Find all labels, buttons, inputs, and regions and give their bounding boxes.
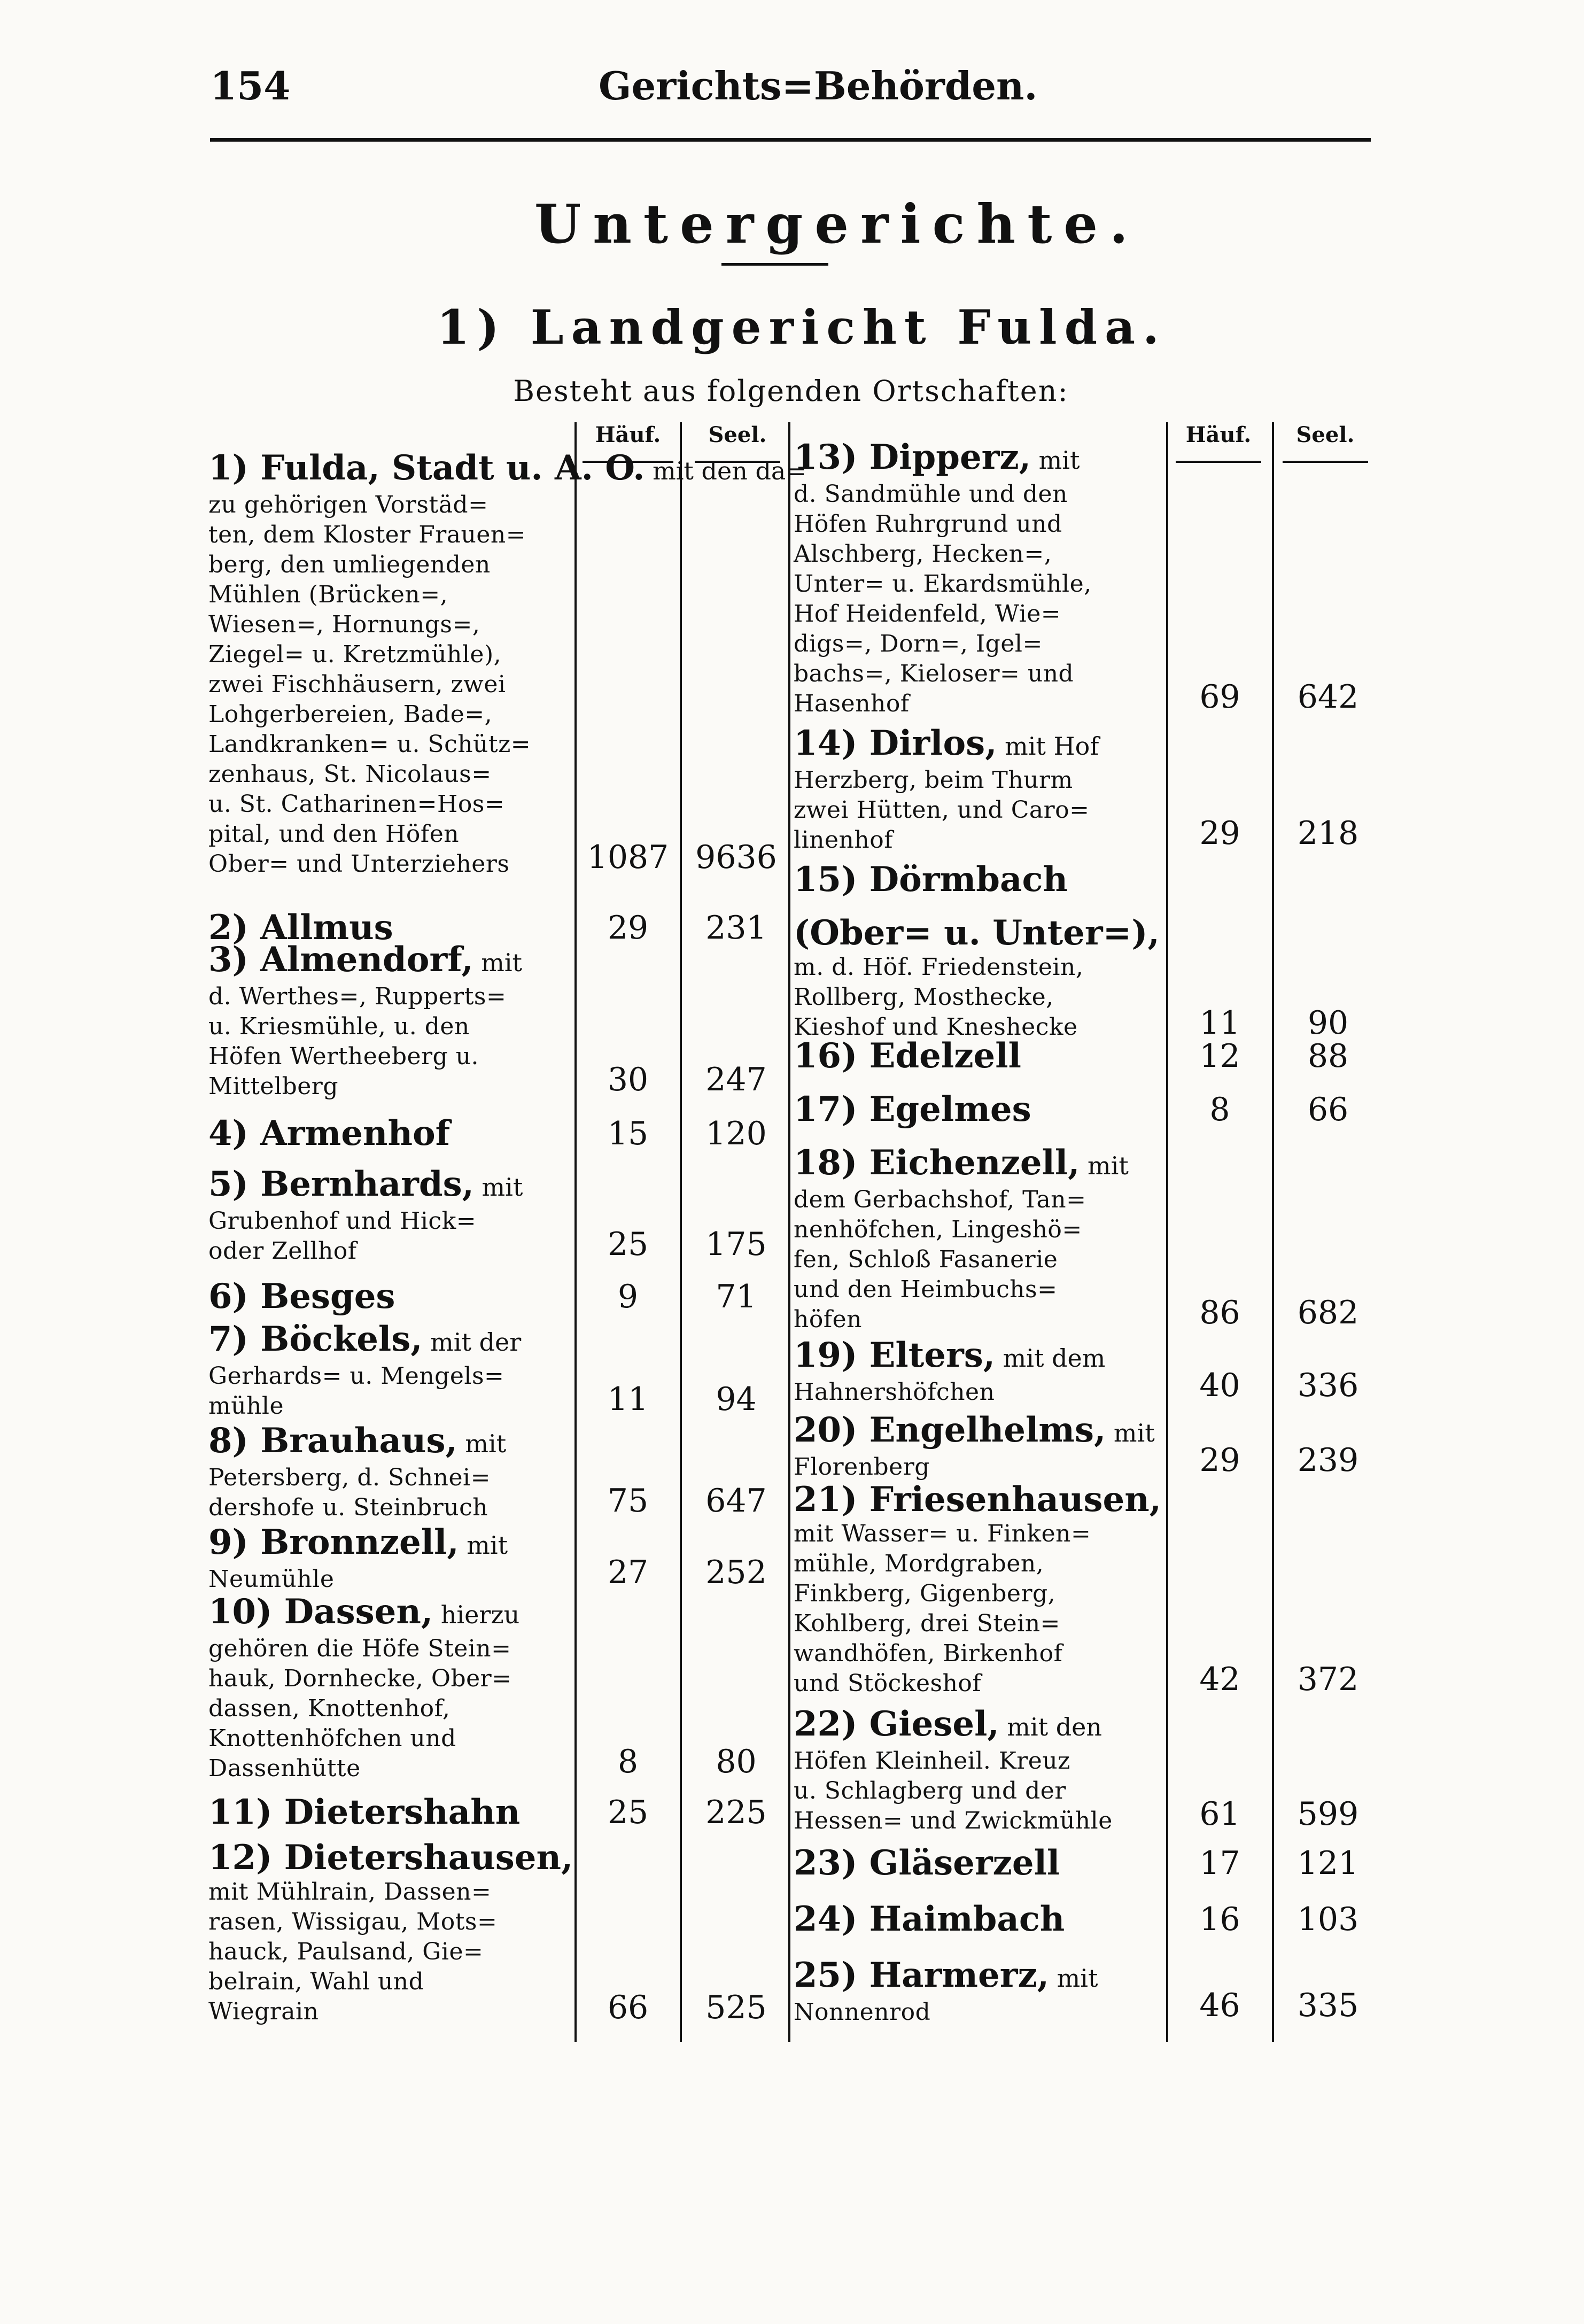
left-souls-value: 80 — [716, 1743, 757, 1780]
entry-description-line: zwei Hütten, und Caro= — [794, 796, 1090, 824]
entry-description-line: Knottenhöfchen und — [208, 1725, 456, 1752]
entry-description-line: Lohgerbereien, Bade=, — [208, 701, 493, 728]
entry-name-text: 9) Bronnzell, — [208, 1522, 459, 1562]
entry-description-line: dershofe u. Steinbruch — [208, 1494, 488, 1521]
entry-name-tail: mit — [457, 1429, 507, 1458]
entry-description-line: u. Kriesmühle, u. den — [208, 1013, 470, 1040]
souls-underline-right — [1283, 461, 1368, 463]
entry-description-line: Kohlberg, drei Stein= — [794, 1610, 1060, 1637]
entry-name-tail: mit Hof — [997, 732, 1099, 761]
entry-description-line: m. d. Höf. Friedenstein, — [794, 954, 1084, 981]
entry-name — [794, 1705, 1168, 1746]
entry-name-tail: mit — [473, 1173, 523, 1202]
entry-description-line: bachs=, Kieloser= und — [794, 660, 1074, 687]
entry-name-tail: mit — [1049, 1964, 1098, 1993]
right-houses-value: 16 — [1199, 1901, 1240, 1938]
right-entry — [794, 1336, 1168, 1407]
souls-header-left: Seel. — [708, 422, 767, 447]
right-entry — [794, 914, 1168, 1042]
entry-description-line: mühle, Mordgraben, — [794, 1550, 1044, 1577]
entry-description-line: Dassenhütte — [208, 1755, 361, 1782]
right-houses-value: 29 — [1199, 815, 1240, 852]
left-houses-value: 1087 — [587, 839, 669, 876]
entry-description-line: mühle — [208, 1392, 284, 1420]
left-entry — [208, 1839, 577, 2027]
entry-description-line: nenhöfchen, Lingeshö= — [794, 1216, 1082, 1243]
entry-description-line: zenhaus, St. Nicolaus= — [208, 761, 492, 788]
entry-name-text: 6) Besges — [208, 1276, 395, 1316]
entry-description-line: höfen — [794, 1306, 862, 1333]
left-souls-value: 120 — [705, 1115, 767, 1152]
left-houses-value: 27 — [607, 1554, 649, 1591]
left-houses-value: 15 — [607, 1115, 649, 1152]
left-houses-value: 29 — [607, 909, 649, 947]
entry-name-text: 7) Böckels, — [208, 1319, 423, 1359]
right-entry — [794, 438, 1168, 719]
header-rule — [210, 138, 1371, 142]
entry-description-line: Landkranken= u. Schütz= — [208, 731, 531, 758]
entry-name-tail: hierzu — [433, 1600, 520, 1629]
entry-name — [794, 1037, 1168, 1075]
right-souls-value: 336 — [1297, 1367, 1359, 1404]
entry-name — [794, 1900, 1168, 1939]
right-houses-value: 8 — [1209, 1091, 1230, 1128]
entry-name — [208, 1523, 577, 1564]
left-souls-value: 225 — [705, 1794, 767, 1831]
left-entry — [208, 1165, 577, 1266]
entry-name-text: 20) Engelhelms, — [794, 1410, 1106, 1450]
left-souls-value: 525 — [705, 1989, 767, 2026]
entry-name-text: 23) Gläserzell — [794, 1843, 1060, 1883]
page-number: 154 — [210, 63, 291, 109]
entry-description-line: Ziegel= u. Kretzmühle), — [208, 641, 502, 668]
entry-name-text: (Ober= u. Unter=), — [794, 913, 1160, 953]
entry-description-line: Ober= und Unterziehers — [208, 850, 510, 878]
right-souls-value: 682 — [1297, 1294, 1359, 1331]
entry-description-line: Wiegrain — [208, 1998, 319, 2025]
entry-description-line: Neumühle — [208, 1566, 335, 1593]
entry-name-text: 24) Haimbach — [794, 1899, 1065, 1939]
entry-name-tail: mit — [1106, 1419, 1155, 1447]
right-souls-value: 66 — [1307, 1091, 1349, 1128]
entry-name — [794, 1336, 1168, 1377]
houses-header-right: Häuf. — [1185, 422, 1252, 447]
entry-description-line: Hessen= und Zwickmühle — [794, 1807, 1113, 1834]
right-houses-value: 46 — [1199, 1987, 1240, 2024]
entry-description-line: rasen, Wissigau, Mots= — [208, 1908, 498, 1935]
left-houses-value: 8 — [617, 1743, 639, 1780]
entry-name — [208, 1114, 577, 1153]
entry-description-line: Florenberg — [794, 1453, 930, 1481]
entry-name-tail: mit — [1031, 446, 1080, 475]
right-houses-value: 61 — [1199, 1795, 1240, 1833]
right-souls-value: 121 — [1297, 1845, 1359, 1882]
entry-description-line: Rollberg, Mosthecke, — [794, 983, 1054, 1011]
right-souls-value: 218 — [1297, 815, 1359, 852]
right-houses-value: 12 — [1199, 1037, 1240, 1075]
entry-name-text: 3) Almendorf, — [208, 940, 473, 980]
entry-description-line: gehören die Höfe Stein= — [208, 1635, 511, 1662]
right-houses-value: 42 — [1199, 1661, 1240, 1698]
left-houses-value: 9 — [617, 1278, 639, 1315]
right-souls-value: 599 — [1297, 1795, 1359, 1833]
right-entry — [794, 1144, 1168, 1335]
left-entry — [208, 1114, 577, 1153]
entry-description-line: Grubenhof und Hick= — [208, 1207, 477, 1235]
entry-name-text: 15) Dörmbach — [794, 859, 1068, 900]
entry-name-text: 18) Eichenzell, — [794, 1143, 1080, 1183]
left-entry — [208, 1593, 577, 1784]
left-entry — [208, 1277, 577, 1316]
entry-name-tail: mit den — [999, 1713, 1102, 1741]
entry-description-line: d. Sandmühle und den — [794, 481, 1068, 508]
entry-description-line: Hahnershöfchen — [794, 1378, 995, 1406]
entry-description-line: fen, Schloß Fasanerie — [794, 1246, 1058, 1273]
entry-description-line: Hof Heidenfeld, Wie= — [794, 600, 1061, 628]
entry-description-line: hauck, Paulsand, Gie= — [208, 1938, 484, 1965]
heading-divider — [721, 263, 828, 266]
entry-description-line: und den Heimbuchs= — [794, 1276, 1058, 1303]
entry-name — [794, 1411, 1168, 1452]
entry-name-text: 8) Brauhaus, — [208, 1421, 457, 1461]
entry-name-text: 13) Dipperz, — [794, 437, 1031, 477]
rule-left-3 — [788, 422, 790, 2042]
entry-description-line: d. Werthes=, Rupperts= — [208, 983, 507, 1010]
court-title: 1) Landgericht Fulda. — [437, 299, 1167, 355]
left-houses-value: 66 — [607, 1989, 649, 2026]
entry-description-line: Kieshof und Kneshecke — [794, 1013, 1078, 1041]
entry-name — [208, 1839, 577, 1877]
entry-name — [208, 1422, 577, 1463]
entry-description-line: Gerhards= u. Mengels= — [208, 1362, 504, 1390]
left-entry — [208, 1422, 577, 1523]
entry-description-line: Petersberg, d. Schnei= — [208, 1464, 491, 1491]
entry-description-line: Nonnenrod — [794, 1998, 931, 2026]
entry-name — [794, 914, 1168, 952]
entry-description-line: Mittelberg — [208, 1073, 339, 1100]
right-houses-value: 86 — [1199, 1294, 1240, 1331]
entry-description-line: ten, dem Kloster Frauen= — [208, 521, 526, 548]
entry-name — [794, 1090, 1168, 1129]
entry-name-text: 10) Dassen, — [208, 1592, 433, 1632]
left-houses-value: 25 — [607, 1226, 649, 1263]
entry-name — [208, 1277, 577, 1316]
right-souls-value: 335 — [1297, 1987, 1359, 2024]
entry-name — [794, 1144, 1168, 1185]
right-houses-value: 40 — [1199, 1367, 1240, 1404]
left-houses-value: 25 — [607, 1794, 649, 1831]
left-souls-value: 252 — [705, 1554, 767, 1591]
entry-name-text: 21) Friesenhausen, — [794, 1479, 1162, 1520]
rule-right-2 — [1272, 422, 1274, 2042]
houses-header-left: Häuf. — [595, 422, 661, 447]
entry-name-tail: mit — [473, 948, 523, 977]
entry-name — [794, 438, 1168, 479]
right-entry — [794, 1844, 1168, 1883]
entry-description-line: zwei Fischhäusern, zwei — [208, 671, 506, 698]
entry-name-text: 11) Dietershahn — [208, 1792, 521, 1832]
entry-description-line: Finkberg, Gigenberg, — [794, 1580, 1056, 1607]
right-entry — [794, 724, 1168, 855]
right-entry — [794, 1037, 1168, 1075]
section-heading: Untergerichte. — [534, 192, 1140, 255]
right-houses-value: 69 — [1199, 678, 1240, 716]
right-souls-value: 90 — [1307, 1004, 1349, 1042]
right-entry — [794, 1900, 1168, 1939]
entry-name-text: 16) Edelzell — [794, 1036, 1021, 1076]
left-entry — [208, 1523, 577, 1594]
entry-description-line: mit Wasser= u. Finken= — [794, 1520, 1091, 1547]
entry-name — [208, 1793, 577, 1832]
entry-description-line: und Stöckeshof — [794, 1670, 982, 1697]
entry-description-line: Unter= u. Ekardsmühle, — [794, 570, 1092, 598]
entry-description-line: wandhöfen, Birkenhof — [794, 1640, 1063, 1667]
left-houses-value: 30 — [607, 1061, 649, 1098]
souls-header-right: Seel. — [1296, 422, 1355, 447]
entry-description-line: Herzberg, beim Thurm — [794, 766, 1073, 794]
entry-description-line: Alschberg, Hecken=, — [794, 540, 1052, 568]
entry-name-text: 14) Dirlos, — [794, 723, 997, 763]
right-souls-value: 642 — [1297, 678, 1359, 716]
entry-name-tail: mit den da= — [645, 456, 806, 485]
entry-description-line: zu gehörigen Vorstäd= — [208, 491, 488, 518]
right-entry — [794, 1481, 1168, 1699]
entry-name — [794, 724, 1168, 765]
entry-description-line: dassen, Knottenhof, — [208, 1695, 451, 1722]
right-houses-value: 11 — [1199, 1004, 1240, 1042]
entry-name-text: 1) Fulda, Stadt u. A. O. — [208, 448, 645, 488]
left-souls-value: 175 — [705, 1226, 767, 1263]
entry-name-tail: mit — [1080, 1151, 1129, 1180]
entry-description-line: linenhof — [794, 826, 893, 854]
entry-description-line: Hasenhof — [794, 690, 910, 717]
entry-description-line: Höfen Kleinheil. Kreuz — [794, 1747, 1070, 1775]
entry-description-line: mit Mühlrain, Dassen= — [208, 1878, 492, 1905]
left-entry — [208, 941, 577, 1102]
entry-name — [794, 1956, 1168, 1997]
entry-description-line: u. St. Catharinen=Hos= — [208, 791, 505, 818]
entry-name — [208, 1320, 577, 1361]
houses-underline-right — [1176, 461, 1261, 463]
right-houses-value: 29 — [1199, 1442, 1240, 1479]
right-entry — [794, 1090, 1168, 1129]
right-entry — [794, 861, 1168, 899]
left-entry — [208, 1793, 577, 1832]
entry-description-line: Mühlen (Brücken=, — [208, 581, 448, 608]
entry-description-line: Höfen Wertheeberg u. — [208, 1043, 479, 1070]
entry-description-line: hauk, Dornhecke, Ober= — [208, 1665, 512, 1692]
left-souls-value: 94 — [716, 1381, 757, 1418]
entry-description-line: u. Schlagberg und der — [794, 1777, 1066, 1804]
entry-name-text: 12) Dietershausen, — [208, 1838, 573, 1878]
intro-line: Besteht aus folgenden Ortschaften: — [513, 374, 1069, 408]
entry-name — [208, 1165, 577, 1206]
left-entry — [208, 1320, 577, 1421]
entry-name — [794, 1844, 1168, 1883]
right-souls-value: 372 — [1297, 1661, 1359, 1698]
entry-description-line: berg, den umliegenden — [208, 551, 491, 578]
entry-name-text: 25) Harmerz, — [794, 1955, 1050, 1995]
entry-name-tail: mit — [459, 1531, 508, 1560]
entry-name-text: 17) Egelmes — [794, 1089, 1031, 1129]
entry-description-line: oder Zellhof — [208, 1237, 357, 1265]
entry-description-line: dem Gerbachshof, Tan= — [794, 1186, 1086, 1213]
entry-name — [208, 448, 806, 490]
entry-name — [208, 1593, 577, 1634]
entry-name-text: 2) Allmus — [208, 908, 393, 948]
entry-name — [794, 861, 1168, 899]
rule-left-2 — [680, 422, 682, 2042]
entry-name-text: 22) Giesel, — [794, 1704, 999, 1744]
entry-name — [794, 1481, 1168, 1519]
right-houses-value: 17 — [1199, 1845, 1240, 1882]
entry-name-tail: mit dem — [995, 1344, 1106, 1373]
left-houses-value: 75 — [607, 1482, 649, 1520]
right-souls-value: 88 — [1307, 1037, 1349, 1075]
entry-name-tail: mit der — [422, 1328, 522, 1357]
entry-description-line: pital, und den Höfen — [208, 820, 460, 848]
entry-name — [208, 941, 577, 982]
right-souls-value: 103 — [1297, 1901, 1359, 1938]
right-entry — [794, 1411, 1168, 1482]
right-entry — [794, 1956, 1168, 2027]
left-souls-value: 9636 — [695, 839, 777, 876]
right-souls-value: 239 — [1297, 1442, 1359, 1479]
left-souls-value: 647 — [705, 1482, 767, 1520]
left-houses-value: 11 — [607, 1381, 649, 1418]
entry-description-line: belrain, Wahl und — [208, 1968, 424, 1995]
left-souls-value: 71 — [716, 1278, 757, 1315]
right-entry — [794, 1705, 1168, 1836]
entry-description-line: digs=, Dorn=, Igel= — [794, 630, 1043, 657]
entry-description-line: Wiesen=, Hornungs=, — [208, 611, 480, 638]
entry-description-line: Höfen Ruhrgrund und — [794, 510, 1062, 538]
left-souls-value: 247 — [705, 1061, 767, 1098]
entry-name-text: 19) Elters, — [794, 1335, 996, 1375]
entry-name-text: 5) Bernhards, — [208, 1164, 474, 1204]
entry-name-text: 4) Armenhof — [208, 1113, 451, 1153]
running-title: Gerichts=Behörden. — [599, 63, 1038, 109]
left-souls-value: 231 — [705, 909, 767, 947]
